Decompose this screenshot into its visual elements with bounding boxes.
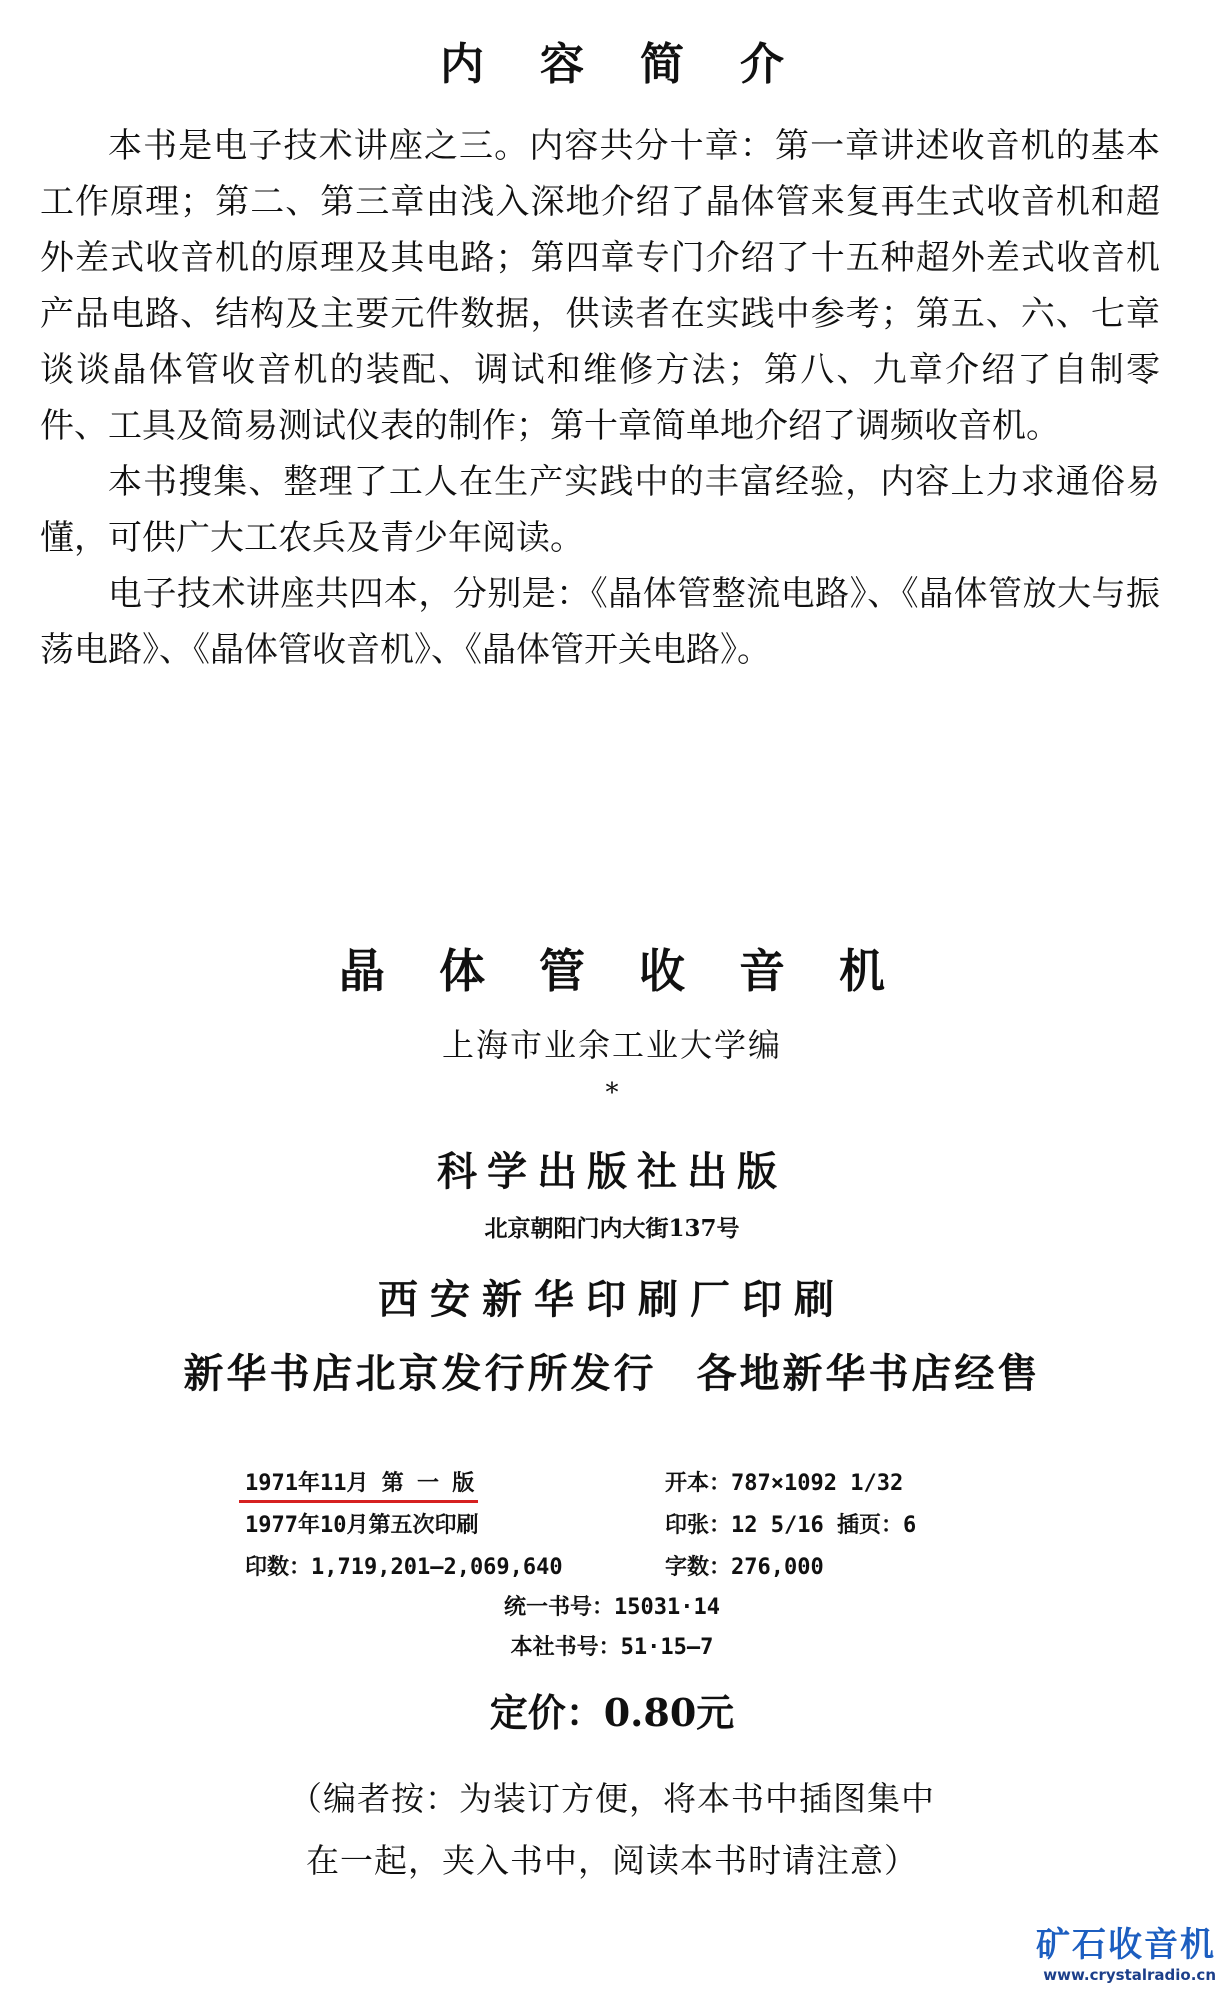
intro-paragraph-1: 本书是电子技术讲座之三。内容共分十章：第一章讲述收音机的基本工作原理；第二、第三章由浅入深地介绍了晶体管来复再生式收音机和超外差式收音机的原理及其电路；第四章专门介绍了十五种超外差式收音机产品电路、结构及主要元件数据，供读者在实践中参考；第五、六、七章谈谈晶体管收音机的装配、调试和维修方法；第八、九章介绍了自制零件、工具及简易测试仪表的制作；第十章简单地介绍了调频收音机。: [40, 126, 1160, 446]
red-underline: [239, 1500, 478, 1503]
printer-line: 西安新华印刷厂印刷: [378, 1276, 846, 1323]
distributor-line: [0, 1342, 1224, 1399]
editor-note: [0, 1768, 1224, 1892]
site-watermark: [1036, 1917, 1216, 1984]
house-book-number: 本社书号：51·15—7: [510, 1635, 714, 1660]
watermark-url: www.crystalradio.cn: [1043, 1966, 1216, 1984]
price-line: 定价：0.80元: [489, 1690, 735, 1735]
spec-row: [245, 1460, 1025, 1502]
sheets-text: 印张：12 5/16 插页：6: [665, 1512, 917, 1538]
unified-book-number: 统一书号：15031·14: [504, 1595, 720, 1620]
distributor-left: 新华书店北京发行所发行: [183, 1350, 657, 1397]
print-run-text: 印数：1,719,201—2,069,640: [245, 1554, 563, 1580]
publication-specs: [245, 1460, 1025, 1586]
word-count-text: 字数：276,000: [665, 1554, 824, 1580]
edition-underlined: [245, 1466, 474, 1497]
intro-body: [40, 118, 1160, 678]
intro-paragraph-2: 本书搜集、整理了工人在生产实践中的丰富经验，内容上力求通俗易懂，可供广大工农兵及青少年阅读。: [40, 462, 1160, 558]
separator-star: *: [605, 1078, 619, 1108]
publisher-line: 科学出版社出版: [437, 1148, 787, 1195]
intro-title: 内容简介: [440, 39, 840, 90]
editor-note-line-1: （编者按：为装订方便，将本书中插图集中: [289, 1779, 935, 1818]
book-title: 晶体管收音机: [339, 944, 939, 998]
publisher-address: 北京朝阳门内大街137号: [484, 1215, 740, 1242]
edition-text: 1971年11月 第 一 版: [245, 1470, 475, 1496]
editor-note-line-2: 在一起，夹入书中，阅读本书时请注意）: [306, 1841, 918, 1880]
spec-row: [245, 1544, 1025, 1586]
printing-text: 1977年10月第五次印刷: [245, 1512, 479, 1538]
distributor-right: 各地新华书店经售: [696, 1350, 1041, 1397]
watermark-logo: 矿石收音机: [1036, 1925, 1216, 1965]
format-text: 开本：787×1092 1/32: [665, 1470, 904, 1496]
editor-line: 上海市业余工业大学编: [441, 1026, 782, 1064]
intro-paragraph-3: 电子技术讲座共四本，分别是：《晶体管整流电路》、《晶体管放大与振荡电路》、《晶体管收音机》、《晶体管开关电路》。: [40, 574, 1160, 670]
spec-row: [245, 1502, 1025, 1544]
